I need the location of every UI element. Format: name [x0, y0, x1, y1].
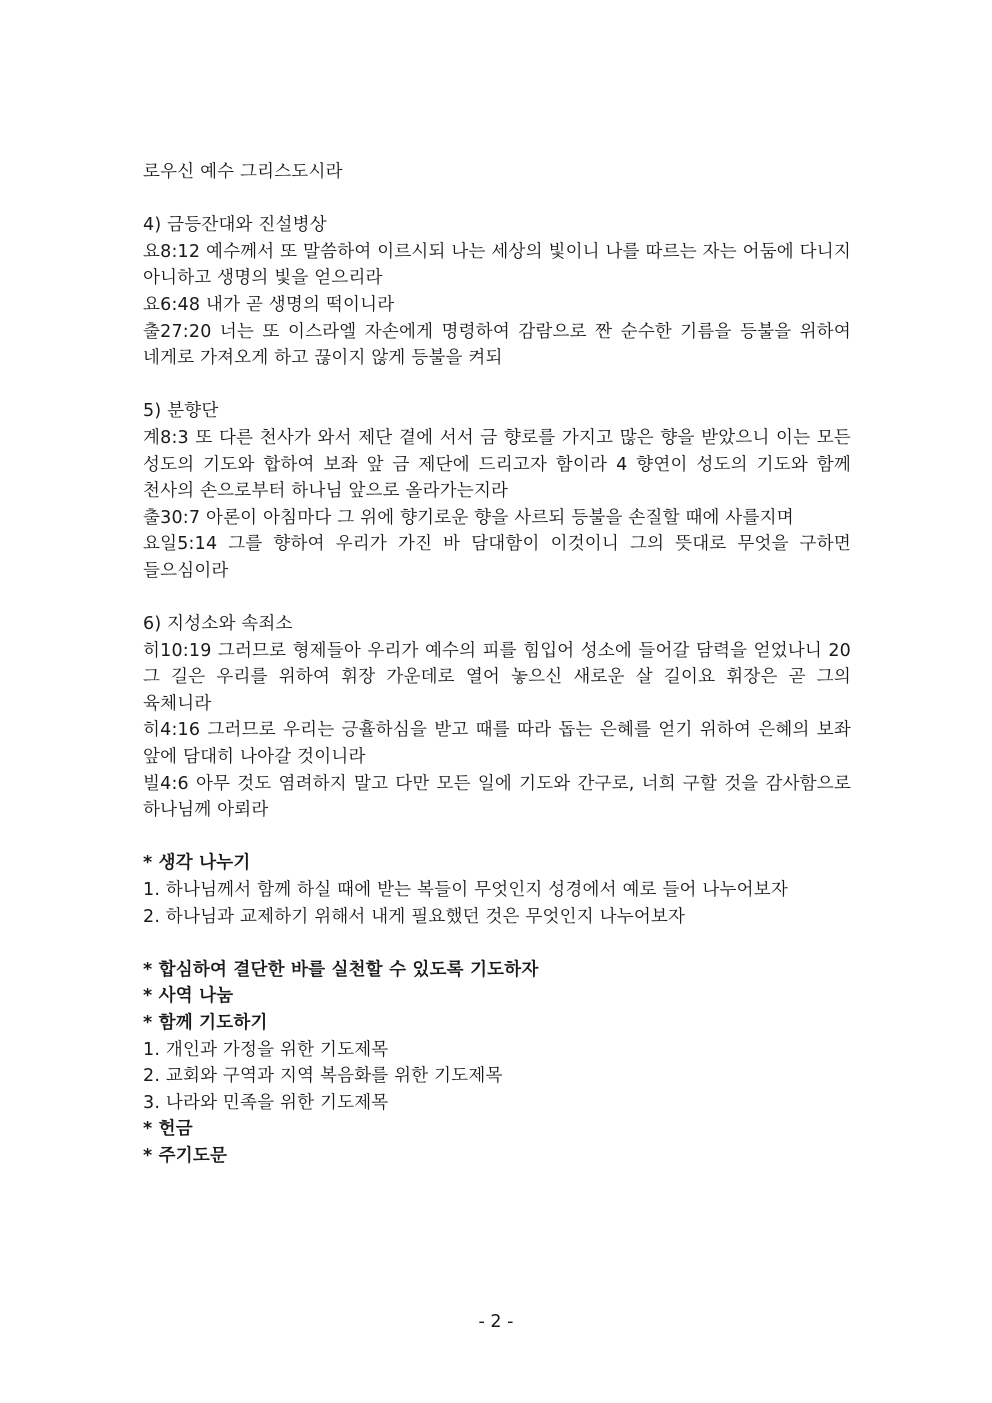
section-heading: 5) 분향단 — [143, 401, 219, 422]
verse: 요일5:14 그를 향하여 우리가 가진 바 담대함이 이것이니 그의 뜻대로 무엇을 구하면 들으심이라 — [143, 534, 857, 581]
section-heading: 4) 금등잔대와 진설병상 — [143, 215, 327, 236]
verse: 요8:12 예수께서 또 말씀하여 이르시되 나는 세상의 빛이니 나를 따르는 자는 어둠에 다니지 아니하고 생명의 빛을 얻으리라 — [143, 241, 857, 289]
page-body — [143, 159, 857, 1170]
sharing-question: 1. 하나님께서 함께 하실 때에 받는 복들이 무엇인지 성경에서 예로 들어 나누어보자 — [143, 880, 788, 901]
prayer-item: 3. 나라와 민족을 위한 기도제목 — [143, 1092, 389, 1113]
verse: 요6:48 내가 곧 생명의 떡이니라 — [143, 294, 395, 315]
verse: 출30:7 아론이 아침마다 그 위에 향기로운 향을 사르되 등불을 손질할 때에 사를지며 — [143, 507, 794, 528]
prayer-item: 2. 교회와 구역과 지역 복음화를 위한 기도제목 — [143, 1066, 503, 1087]
verse: 히4:16 그러므로 우리는 긍휼하심을 받고 때를 따라 돕는 은혜를 얻기 위하여 은혜의 보좌 앞에 담대히 나아갈 것이니라 — [143, 720, 857, 768]
offering-heading: * 헌금 — [143, 1119, 193, 1140]
pray-together-heading: * 함께 기도하기 — [143, 1013, 268, 1033]
spacer — [143, 824, 851, 851]
lords-prayer-heading: * 주기도문 — [143, 1145, 228, 1166]
ministry-sharing-heading: * 사역 나눔 — [143, 986, 234, 1007]
spacer — [143, 930, 851, 957]
page-number: - 2 - — [478, 1312, 514, 1332]
spacer — [143, 585, 851, 612]
resolve-prayer-heading: * 합심하여 결단한 바를 실천할 수 있도록 기도하자 — [143, 959, 539, 980]
prayer-item: 1. 개인과 가정을 위한 기도제목 — [143, 1039, 389, 1060]
spacer — [143, 372, 851, 399]
sharing-question: 2. 하나님과 교제하기 위해서 내게 필요했던 것은 무엇인지 나누어보자 — [143, 906, 686, 927]
section-heading: 6) 지성소와 속죄소 — [143, 614, 293, 635]
verse: 히10:19 그러므로 형제들아 우리가 예수의 피를 힘입어 성소에 들어갈 담력을 얻었나니 20 그 길은 우리를 위하여 휘장 가운데로 열어 놓으신 새로운 살 길이요 휘장은 곧 그의 육체니라 — [143, 640, 857, 714]
sharing-heading: * 생각 나누기 — [143, 853, 251, 874]
continuation-text: 로우신 예수 그리스도시라 — [143, 162, 343, 182]
spacer — [143, 186, 851, 213]
verse: 빌4:6 아무 것도 염려하지 말고 다만 모든 일에 기도와 간구로, 너희 구할 것을 감사함으로 하나님께 아뢰라 — [143, 773, 857, 821]
verse: 계8:3 또 다른 천사가 와서 제단 곁에 서서 금 향로를 가지고 많은 향을 받았으니 이는 모든 성도의 기도와 합하여 보좌 앞 금 제단에 드리고자 함이라 4 향연이 성도의 기도와 함께 천사의 손으로부터 하나님 앞으로 올라가는지라 — [143, 427, 857, 502]
verse: 출27:20 너는 또 이스라엘 자손에게 명령하여 감람으로 짠 순수한 기름을 등불을 위하여 네게로 가져오게 하고 끊이지 않게 등불을 켜되 — [143, 321, 857, 369]
